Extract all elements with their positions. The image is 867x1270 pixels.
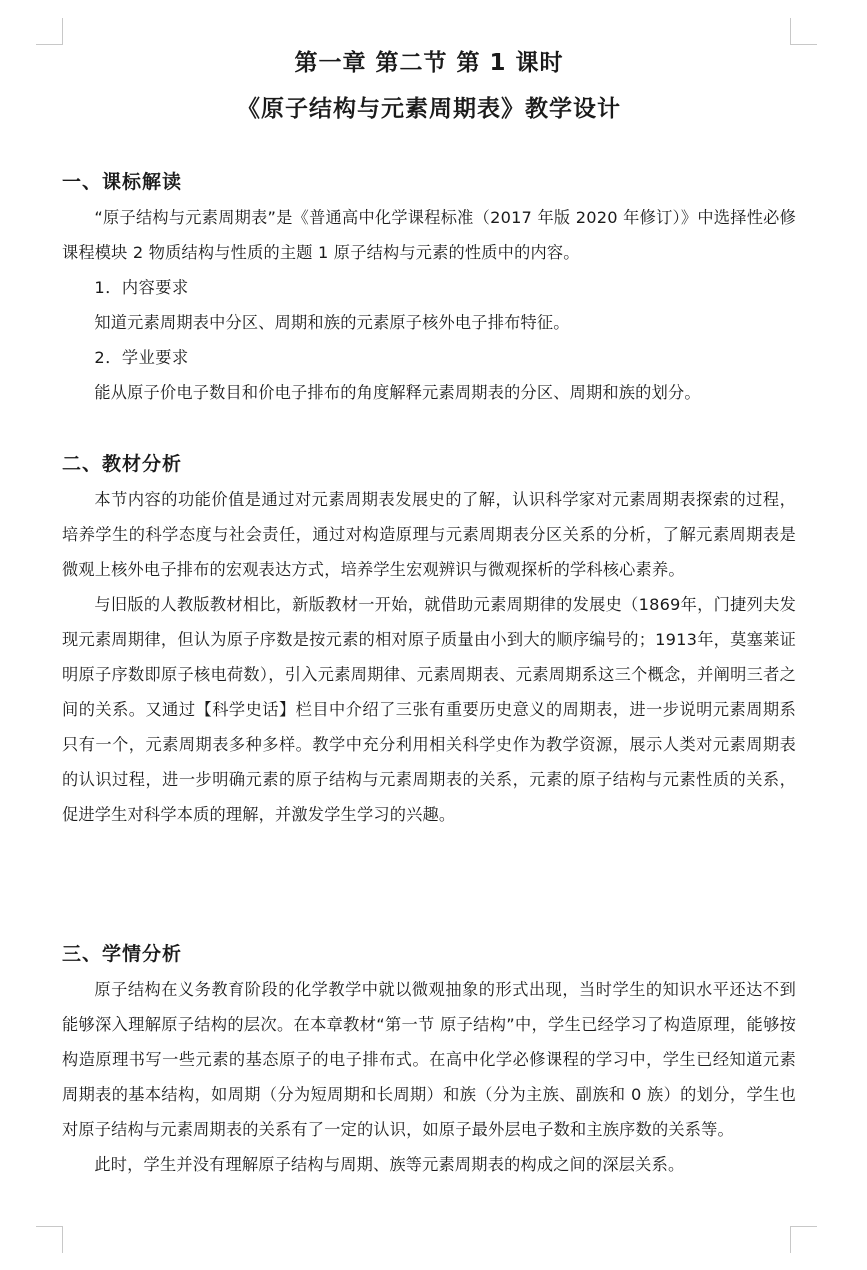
- section-curriculum: [62, 168, 796, 410]
- paragraph: 本节内容的功能价值是通过对元素周期表发展史的了解，认识科学家对元素周期表探索的过程，培养学生的科学态度与社会责任，通过对构造原理与元素周期表分区关系的分析，了解元素周期表是微观上核外电子排布的宏观表达方式，培养学生宏观辨识与微观探析的学科核心素养。: [62, 490, 796, 579]
- section-textbook-analysis: [62, 450, 796, 832]
- section-heading: 三、学情分析: [62, 943, 183, 965]
- corner-mark-bottom-left: [36, 1226, 63, 1253]
- paragraph: 能从原子价电子数目和价电子排布的角度解释元素周期表的分区、周期和族的划分。: [94, 383, 701, 402]
- doc-title-line2: 《原子结构与元素周期表》教学设计: [237, 96, 621, 122]
- section-heading: 二、教材分析: [62, 453, 183, 475]
- subheading: 2．学业要求: [94, 348, 189, 367]
- paragraph: 与旧版的人教版教材相比，新版教材一开始，就借助元素周期律的发展史（1869年，门捷列夫发现元素周期律，但认为原子序数是按元素的相对原子质量由小到大的顺序编号的；1913年，莫塞莱证明原子序数即原子核电荷数），引入元素周期律、元素周期表、元素周期系这三个概念，并阐明三者之间的关系。又通过【科学史话】栏目中介绍了三张有重要历史意义的周期表，进一步说明元素周期系只有一个，元素周期表多种多样。教学中充分利用相关科学史作为教学资源，展示人类对元素周期表的认识过程，进一步明确元素的原子结构与元素周期表的关系，元素的原子结构与元素性质的关系，促进学生对科学本质的理解，并激发学生学习的兴趣。: [62, 595, 796, 824]
- corner-mark-top-right: [790, 18, 817, 45]
- paragraph: 此时，学生并没有理解原子结构与周期、族等元素周期表的构成之间的深层关系。: [94, 1155, 685, 1174]
- corner-mark-top-left: [36, 18, 63, 45]
- paragraph: 原子结构在义务教育阶段的化学教学中就以微观抽象的形式出现，当时学生的知识水平还达不到能够深入理解原子结构的层次。在本章教材“第一节 原子结构”中，学生已经学习了构造原理，能够按构造原理书写一些元素的基态原子的电子排布式。在高中化学必修课程的学习中，学生已经知道元素周期表的基本结构，如周期（分为短周期和长周期）和族（分为主族、副族和 0 族）的划分，学生也对原子结构与元素周期表的关系有了一定的认识，如原子最外层电子数和主族序数的关系等。: [62, 980, 796, 1139]
- paragraph: “原子结构与元素周期表”是《普通高中化学课程标准（2017 年版 2020 年修订）》中选择性必修课程模块 2 物质结构与性质的主题 1 原子结构与元素的性质中的内容。: [62, 208, 796, 262]
- corner-mark-bottom-right: [790, 1226, 817, 1253]
- doc-title-line1: 第一章 第二节 第 1 课时: [294, 50, 564, 76]
- section-learner-analysis: [62, 940, 796, 1182]
- paragraph: 知道元素周期表中分区、周期和族的元素原子核外电子排布特征。: [94, 313, 570, 332]
- subheading: 1．内容要求: [94, 278, 189, 297]
- section-heading: 一、课标解读: [62, 171, 183, 193]
